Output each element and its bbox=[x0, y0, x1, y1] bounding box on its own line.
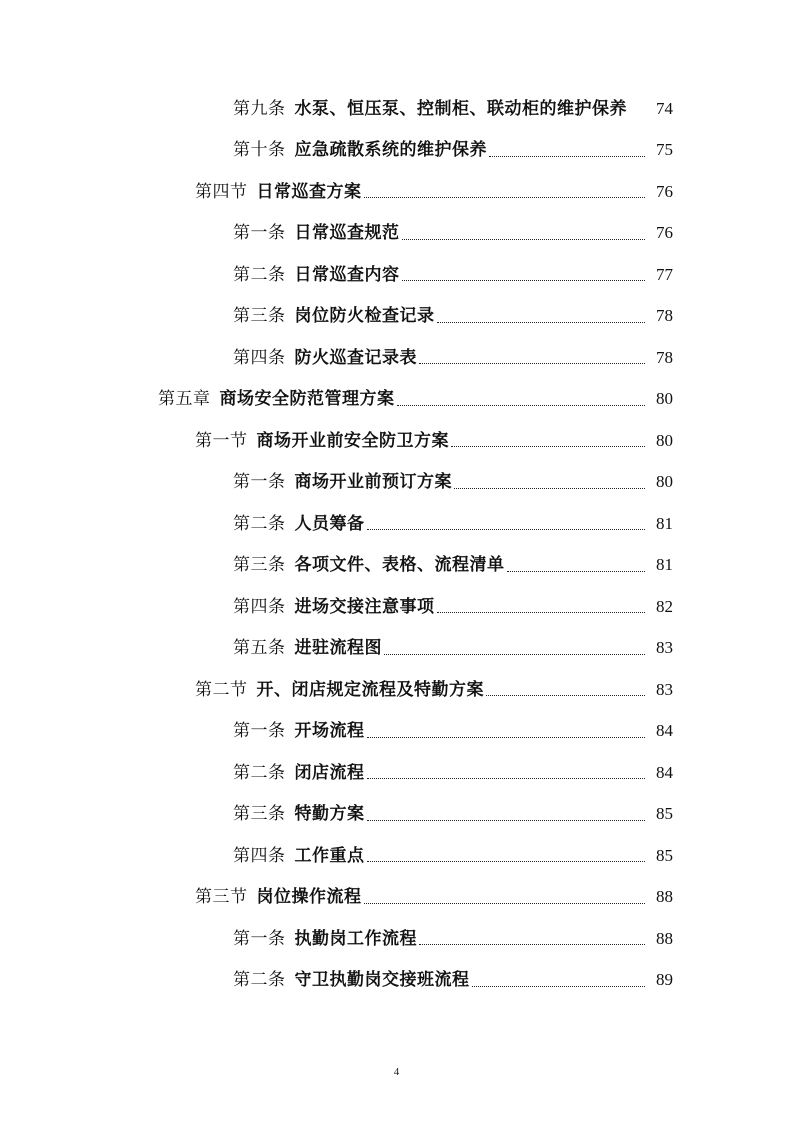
toc-entry-number: 第一条 bbox=[233, 721, 286, 742]
toc-leader-dots bbox=[437, 592, 646, 613]
toc-entry-page: 74 bbox=[656, 98, 673, 118]
toc-entry-page: 80 bbox=[656, 389, 673, 409]
toc-entry-title: 防火巡查记录表 bbox=[294, 347, 417, 368]
toc-entry-number: 第二条 bbox=[233, 762, 286, 783]
toc-entry-number: 第十条 bbox=[233, 140, 286, 161]
toc-entry[interactable] bbox=[0, 171, 793, 213]
toc-entry-page: 76 bbox=[656, 223, 673, 243]
toc-entry[interactable] bbox=[0, 337, 793, 379]
toc-entry-page: 84 bbox=[656, 762, 673, 782]
toc-leader-dots bbox=[437, 302, 646, 323]
toc-entry[interactable] bbox=[0, 503, 793, 545]
toc-entry-page: 78 bbox=[656, 306, 673, 326]
toc-entry[interactable] bbox=[0, 88, 793, 130]
toc-entry-number: 第一条 bbox=[233, 928, 286, 949]
toc-entry-title: 进场交接注意事项 bbox=[294, 596, 435, 617]
toc-entry-page: 83 bbox=[656, 679, 673, 699]
toc-entry[interactable] bbox=[0, 918, 793, 960]
toc-entry-number: 第五条 bbox=[233, 638, 286, 659]
toc-entry-title: 人员筹备 bbox=[294, 513, 365, 534]
toc-entry-page: 89 bbox=[656, 970, 673, 990]
toc-leader-dots bbox=[367, 509, 646, 530]
toc-leader-dots bbox=[402, 219, 646, 240]
toc-entry[interactable] bbox=[0, 130, 793, 172]
toc-entry-number: 第二条 bbox=[233, 970, 286, 991]
toc-entry-number: 第一节 bbox=[195, 430, 248, 451]
toc-entry-number: 第二节 bbox=[195, 679, 248, 700]
toc-entry-number: 第五章 bbox=[158, 389, 211, 410]
toc-entry-title: 闭店流程 bbox=[294, 762, 365, 783]
toc-entry-number: 第三条 bbox=[233, 804, 286, 825]
toc-entry-title: 水泵、恒压泵、控制柜、联动柜的维护保养 bbox=[294, 98, 627, 119]
toc-entry-title: 商场开业前预订方案 bbox=[294, 472, 452, 493]
toc-entry-page: 78 bbox=[656, 347, 673, 367]
toc-entry-number: 第四条 bbox=[233, 845, 286, 866]
toc-leader-dots bbox=[384, 634, 645, 655]
toc-leader-dots bbox=[367, 758, 646, 779]
toc-entry-title: 日常巡查内容 bbox=[294, 264, 400, 285]
toc-entry-title: 开、闭店规定流程及特勤方案 bbox=[256, 679, 484, 700]
table-of-contents bbox=[0, 88, 793, 1001]
toc-leader-dots bbox=[454, 468, 645, 489]
toc-entry-title: 各项文件、表格、流程清单 bbox=[294, 555, 505, 576]
toc-entry-page: 80 bbox=[656, 472, 673, 492]
toc-entry-page: 82 bbox=[656, 596, 673, 616]
toc-entry-number: 第四条 bbox=[233, 596, 286, 617]
toc-entry-page: 76 bbox=[656, 181, 673, 201]
toc-entry[interactable] bbox=[0, 752, 793, 794]
toc-entry-number: 第一条 bbox=[233, 472, 286, 493]
page-number-footer: 4 bbox=[393, 1066, 400, 1078]
toc-entry-title: 日常巡查方案 bbox=[256, 181, 362, 202]
toc-leader-dots bbox=[419, 924, 645, 945]
toc-entry-title: 守卫执勤岗交接班流程 bbox=[294, 970, 470, 991]
toc-entry-page: 80 bbox=[656, 430, 673, 450]
toc-entry-title: 特勤方案 bbox=[294, 804, 365, 825]
toc-entry-title: 工作重点 bbox=[294, 845, 365, 866]
toc-entry-number: 第四条 bbox=[233, 347, 286, 368]
toc-leader-dots bbox=[419, 343, 645, 364]
toc-entry-number: 第四节 bbox=[195, 181, 248, 202]
toc-leader-dots bbox=[402, 260, 646, 281]
toc-entry-number: 第一条 bbox=[233, 223, 286, 244]
toc-entry-title: 执勤岗工作流程 bbox=[294, 928, 417, 949]
toc-entry-number: 第二条 bbox=[233, 513, 286, 534]
toc-entry-title: 商场安全防范管理方案 bbox=[219, 389, 395, 410]
toc-entry-title: 进驻流程图 bbox=[294, 638, 382, 659]
toc-leader-dots bbox=[364, 177, 646, 198]
toc-entry[interactable] bbox=[0, 794, 793, 836]
toc-entry-title: 应急疏散系统的维护保养 bbox=[294, 140, 487, 161]
toc-entry-page: 84 bbox=[656, 721, 673, 741]
toc-entry-page: 88 bbox=[656, 928, 673, 948]
toc-entry-number: 第三节 bbox=[195, 887, 248, 908]
toc-entry-page: 75 bbox=[656, 140, 673, 160]
toc-leader-dots bbox=[364, 883, 646, 904]
toc-entry-page: 81 bbox=[656, 555, 673, 575]
toc-entry[interactable] bbox=[0, 586, 793, 628]
toc-entry[interactable] bbox=[0, 835, 793, 877]
toc-leader-dots bbox=[489, 136, 645, 157]
toc-leader-dots bbox=[367, 841, 646, 862]
toc-entry[interactable] bbox=[0, 379, 793, 421]
toc-leader-dots bbox=[367, 717, 646, 738]
toc-entry-page: 81 bbox=[656, 513, 673, 533]
toc-entry-page: 85 bbox=[656, 845, 673, 865]
toc-entry[interactable] bbox=[0, 296, 793, 338]
toc-entry-title: 岗位操作流程 bbox=[256, 887, 362, 908]
toc-leader-dots bbox=[507, 551, 646, 572]
toc-entry-page: 83 bbox=[656, 638, 673, 658]
toc-entry-page: 77 bbox=[656, 264, 673, 284]
toc-leader-dots bbox=[472, 966, 646, 987]
toc-entry-title: 岗位防火检查记录 bbox=[294, 306, 435, 327]
toc-entry-title: 日常巡查规范 bbox=[294, 223, 400, 244]
toc-leader-dots bbox=[367, 800, 646, 821]
toc-entry[interactable] bbox=[0, 960, 793, 1002]
toc-entry[interactable] bbox=[0, 628, 793, 670]
toc-entry[interactable] bbox=[0, 462, 793, 504]
toc-entry[interactable] bbox=[0, 545, 793, 587]
toc-entry-number: 第三条 bbox=[233, 306, 286, 327]
toc-entry[interactable] bbox=[0, 877, 793, 919]
toc-entry-number: 第三条 bbox=[233, 555, 286, 576]
toc-entry[interactable] bbox=[0, 669, 793, 711]
toc-entry-page: 85 bbox=[656, 804, 673, 824]
toc-leader-dots bbox=[486, 675, 645, 696]
toc-entry[interactable] bbox=[0, 420, 793, 462]
toc-entry-title: 商场开业前安全防卫方案 bbox=[256, 430, 449, 451]
toc-entry[interactable] bbox=[0, 711, 793, 753]
toc-entry[interactable] bbox=[0, 254, 793, 296]
toc-entry-number: 第二条 bbox=[233, 264, 286, 285]
toc-entry-number: 第九条 bbox=[233, 98, 286, 119]
toc-leader-dots bbox=[397, 385, 646, 406]
toc-entry[interactable] bbox=[0, 213, 793, 255]
toc-entry-page: 88 bbox=[656, 887, 673, 907]
toc-leader-dots bbox=[451, 426, 645, 447]
toc-entry-title: 开场流程 bbox=[294, 721, 365, 742]
